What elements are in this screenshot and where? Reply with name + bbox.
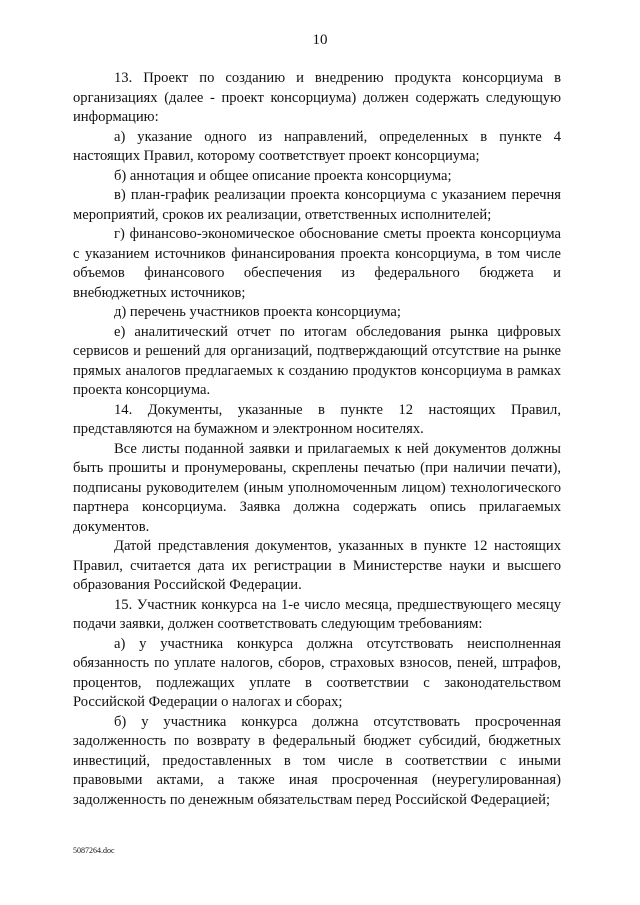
paragraph-14-date: Датой представления документов, указанных в пункте 12 настоящих Правил, считается дата их регистрации в Министерстве науки и высшего образования Российской Федерации. xyxy=(73,538,561,593)
paragraph-13-v: в) план-график реализации проекта консорциума с указанием перечня мероприятий, сроков их реализации, ответственных исполнителей; xyxy=(73,187,561,223)
footer-filename: 5087264.doc xyxy=(73,846,115,855)
paragraph-13-a: а) указание одного из направлений, определенных в пункте 4 настоящих Правил, которому соответствует проект консорциума; xyxy=(73,128,561,164)
paragraph-14-sheets: Все листы поданной заявки и прилагаемых к ней документов должны быть прошиты и пронумерованы, скреплены печатью (при наличии печати), подписаны руководителем (иным уполномоченным лицом) технологического партнера консорциума. Заявка должна содержать опись прилагаемых документов. xyxy=(73,440,561,535)
paragraph-14: 14. Документы, указанные в пункте 12 настоящих Правил, представляются на бумажном и электронном носителях. xyxy=(73,401,561,437)
paragraph-13-e: е) аналитический отчет по итогам обследования рынка цифровых сервисов и решений для организаций, подтверждающий отсутствие на рынке прямых аналогов предлагаемых к созданию продуктов консорциума в рамках проекта консорциума. xyxy=(73,323,561,398)
paragraph-13-g: г) финансово-экономическое обоснование сметы проекта консорциума с указанием источников финансирования проекта консорциума, в том числе объемов финансового обеспечения из федерального бюджета и внебюджетных источников; xyxy=(73,226,561,301)
paragraph-13-d: д) перечень участников проекта консорциума; xyxy=(114,304,401,320)
paragraph-15-a: а) у участника конкурса должна отсутствовать неисполненная обязанность по уплате налогов, сборов, страховых взносов, пеней, штрафов, процентов, подлежащих уплате в соответствии с законодательством Российской Федерации о налогах и сборах; xyxy=(73,635,561,710)
paragraph-15-b: б) у участника конкурса должна отсутствовать просроченная задолженность по возврату в федеральный бюджет субсидий, бюджетных инвестиций, предоставленных в том числе в соответствии с иными правовыми актами, а также иная просроченная (неурегулированная) задолженность по денежным обязательствам перед Российской Федерацией; xyxy=(73,713,561,808)
paragraph-13-b: б) аннотация и общее описание проекта консорциума; xyxy=(114,167,452,184)
paragraph-13: 13. Проект по созданию и внедрению продукта консорциума в организациях (далее - проект консорциума) должен содержать следующую информацию: xyxy=(73,70,561,125)
document-body xyxy=(73,69,561,810)
page-number: 10 xyxy=(312,32,328,48)
paragraph-15: 15. Участник конкурса на 1-е число месяца, предшествующего месяцу подачи заявки, должен соответствовать следующим требованиям: xyxy=(73,596,561,632)
